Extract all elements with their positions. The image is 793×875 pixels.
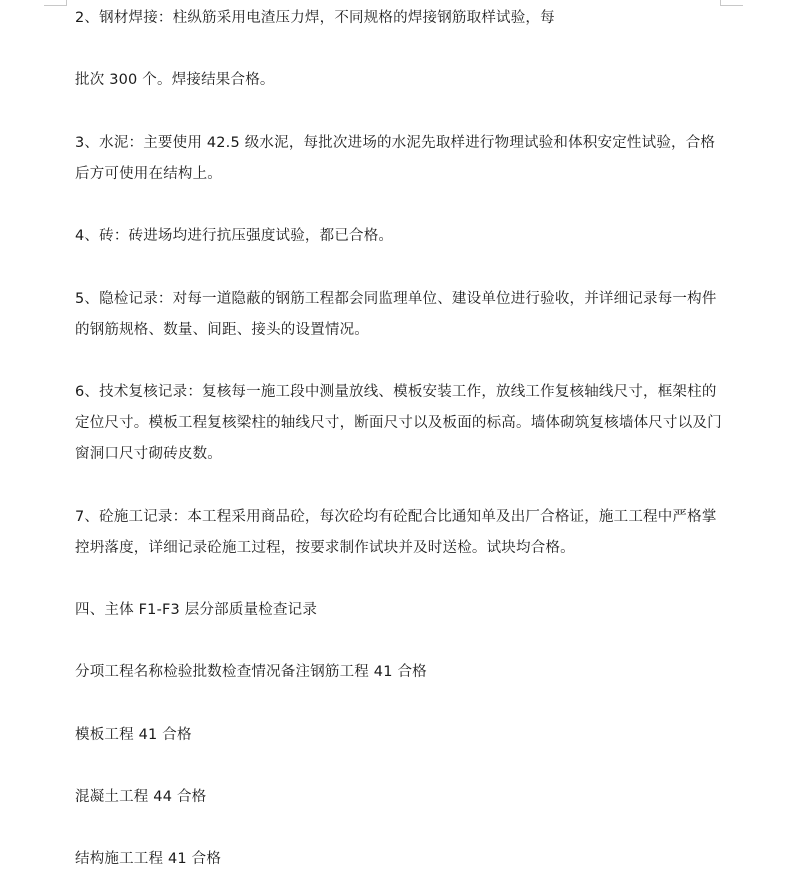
paragraph-steel-welding: 2、钢材焊接：柱纵筋采用电渣压力焊，不同规格的焊接钢筋取样试验，每 <box>75 10 555 26</box>
paragraph-welding-result: 批次 300 个。焊接结果合格。 <box>75 72 275 88</box>
paragraph-brick: 4、砖：砖进场均进行抗压强度试验，都已合格。 <box>75 228 394 244</box>
paragraph-technical-review: 6、技术复核记录：复核每一施工段中测量放线、模板安装工作，放线工作复核轴线尺寸，框架柱的定位尺寸。模板工程复核梁柱的轴线尺寸，断面尺寸以及板面的标高。墙体砌筑复核墙体尺寸以及门窗洞口尺寸砌砖皮数。 <box>75 384 722 462</box>
table-row-formwork: 模板工程 41 合格 <box>75 727 192 743</box>
table-row-header-rebar: 分项工程名称检验批数检查情况备注钢筋工程 41 合格 <box>75 664 427 680</box>
paragraph-concrete-record: 7、砼施工记录：本工程采用商品砼，每次砼均有砼配合比通知单及出厂合格证，施工工程中严格掌控坍落度，详细记录砼施工过程，按要求制作试块并及时送检。试块均合格。 <box>75 509 717 556</box>
table-row-concrete: 混凝土工程 44 合格 <box>75 789 207 805</box>
margin-corner-mark-right <box>720 0 743 6</box>
section-heading-main-structure: 四、主体 F1-F3 层分部质量检查记录 <box>75 602 318 618</box>
table-row-structural-construction: 结构施工工程 41 合格 <box>75 851 222 867</box>
paragraph-cement: 3、水泥：主要使用 42.5 级水泥，每批次进场的水泥先取样进行物理试验和体积安定性试验，合格后方可使用在结构上。 <box>75 135 716 182</box>
paragraph-concealed-inspection: 5、隐检记录：对每一道隐蔽的钢筋工程都会同监理单位、建设单位进行验收，并详细记录每一构件的钢筋规格、数量、间距、接头的设置情况。 <box>75 291 717 338</box>
margin-corner-mark-left <box>44 0 67 6</box>
